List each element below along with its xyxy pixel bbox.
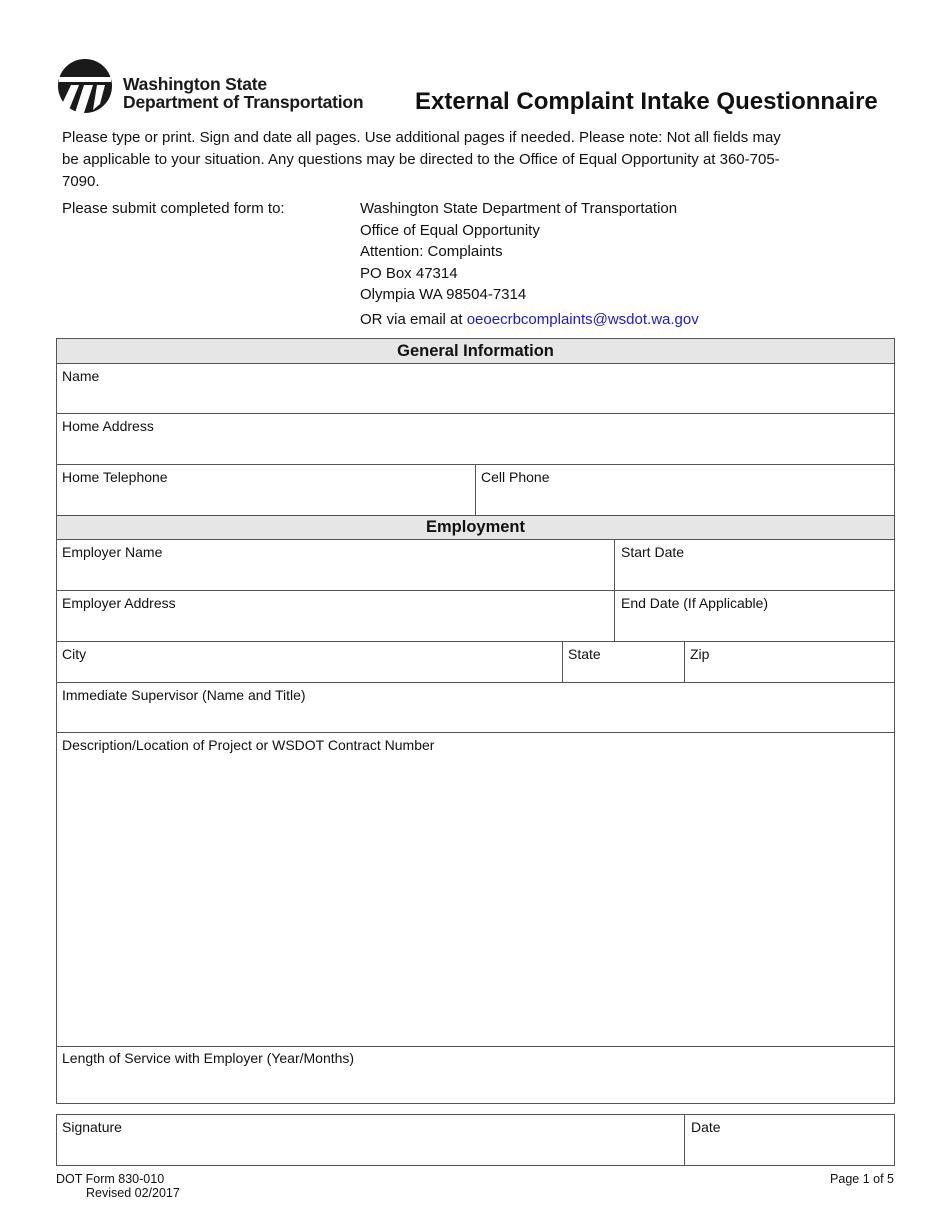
description-field[interactable] (57, 733, 894, 1046)
intro-text: Please type or print. Sign and date all pages. Use additional pages if needed. Please note: Not all fields may be applicable to your situation. Any questions may be directed to the Office of Equal Opportunity at 360-705-7090. (62, 129, 781, 190)
page-number: Page 1 of 5 (830, 1172, 894, 1186)
city-field[interactable] (57, 642, 562, 682)
page-title: External Complaint Intake Questionnaire (415, 88, 878, 115)
revised-date: Revised 02/2017 (86, 1186, 180, 1200)
email-link[interactable]: oeoecrbcomplaints@wsdot.wa.gov (466, 311, 699, 328)
signature-label: Signature (62, 1119, 122, 1135)
name-field[interactable] (57, 364, 894, 413)
supervisor-label: Immediate Supervisor (Name and Title) (62, 687, 306, 703)
submit-label: Please submit completed form to: (62, 200, 285, 217)
address-line: PO Box 47314 (360, 264, 458, 282)
signature-field[interactable] (57, 1115, 684, 1165)
general-information-heading: General Information (57, 339, 894, 363)
home-telephone-label: Home Telephone (62, 469, 168, 485)
date-label: Date (691, 1119, 721, 1135)
description-label: Description/Location of Project or WSDOT Contract Number (62, 737, 435, 753)
address-line: Olympia WA 98504-7314 (360, 286, 527, 304)
home-address-field[interactable] (57, 414, 894, 464)
wsdot-emblem-icon (57, 58, 113, 114)
address-line: Washington State Department of Transportation (360, 200, 678, 217)
email-line (360, 311, 699, 328)
zip-field[interactable] (685, 642, 894, 682)
end-date-field[interactable] (615, 591, 894, 641)
start-date-field[interactable] (615, 540, 894, 590)
state-label: State (568, 646, 601, 662)
logo-wordmark: Washington State Department of Transportation (123, 74, 364, 112)
email-prefix: OR via email at (360, 311, 463, 328)
zip-label: Zip (690, 646, 710, 662)
cell-phone-field[interactable] (476, 465, 894, 515)
length-of-service-field[interactable] (57, 1047, 894, 1103)
length-of-service-label: Length of Service with Employer (Year/Months) (62, 1050, 355, 1066)
home-telephone-field[interactable] (57, 465, 475, 515)
mailing-address (360, 198, 677, 306)
employer-name-label: Employer Name (62, 544, 163, 560)
end-date-label: End Date (If Applicable) (621, 595, 769, 611)
home-address-label: Home Address (62, 418, 154, 434)
address-line: Attention: Complaints (360, 243, 503, 261)
cell-phone-label: Cell Phone (481, 469, 550, 485)
date-field[interactable] (685, 1115, 894, 1165)
city-label: City (62, 646, 87, 662)
wsdot-logo (57, 58, 392, 116)
address-line: Office of Equal Opportunity (360, 221, 540, 239)
employment-heading: Employment (57, 516, 894, 539)
form-number: DOT Form 830-010 (56, 1172, 165, 1186)
start-date-label: Start Date (621, 544, 685, 560)
employer-address-field[interactable] (57, 591, 614, 641)
supervisor-field[interactable] (57, 683, 894, 732)
name-label: Name (62, 368, 100, 384)
state-field[interactable] (563, 642, 684, 682)
employer-name-field[interactable] (57, 540, 614, 590)
employer-address-label: Employer Address (62, 595, 176, 611)
